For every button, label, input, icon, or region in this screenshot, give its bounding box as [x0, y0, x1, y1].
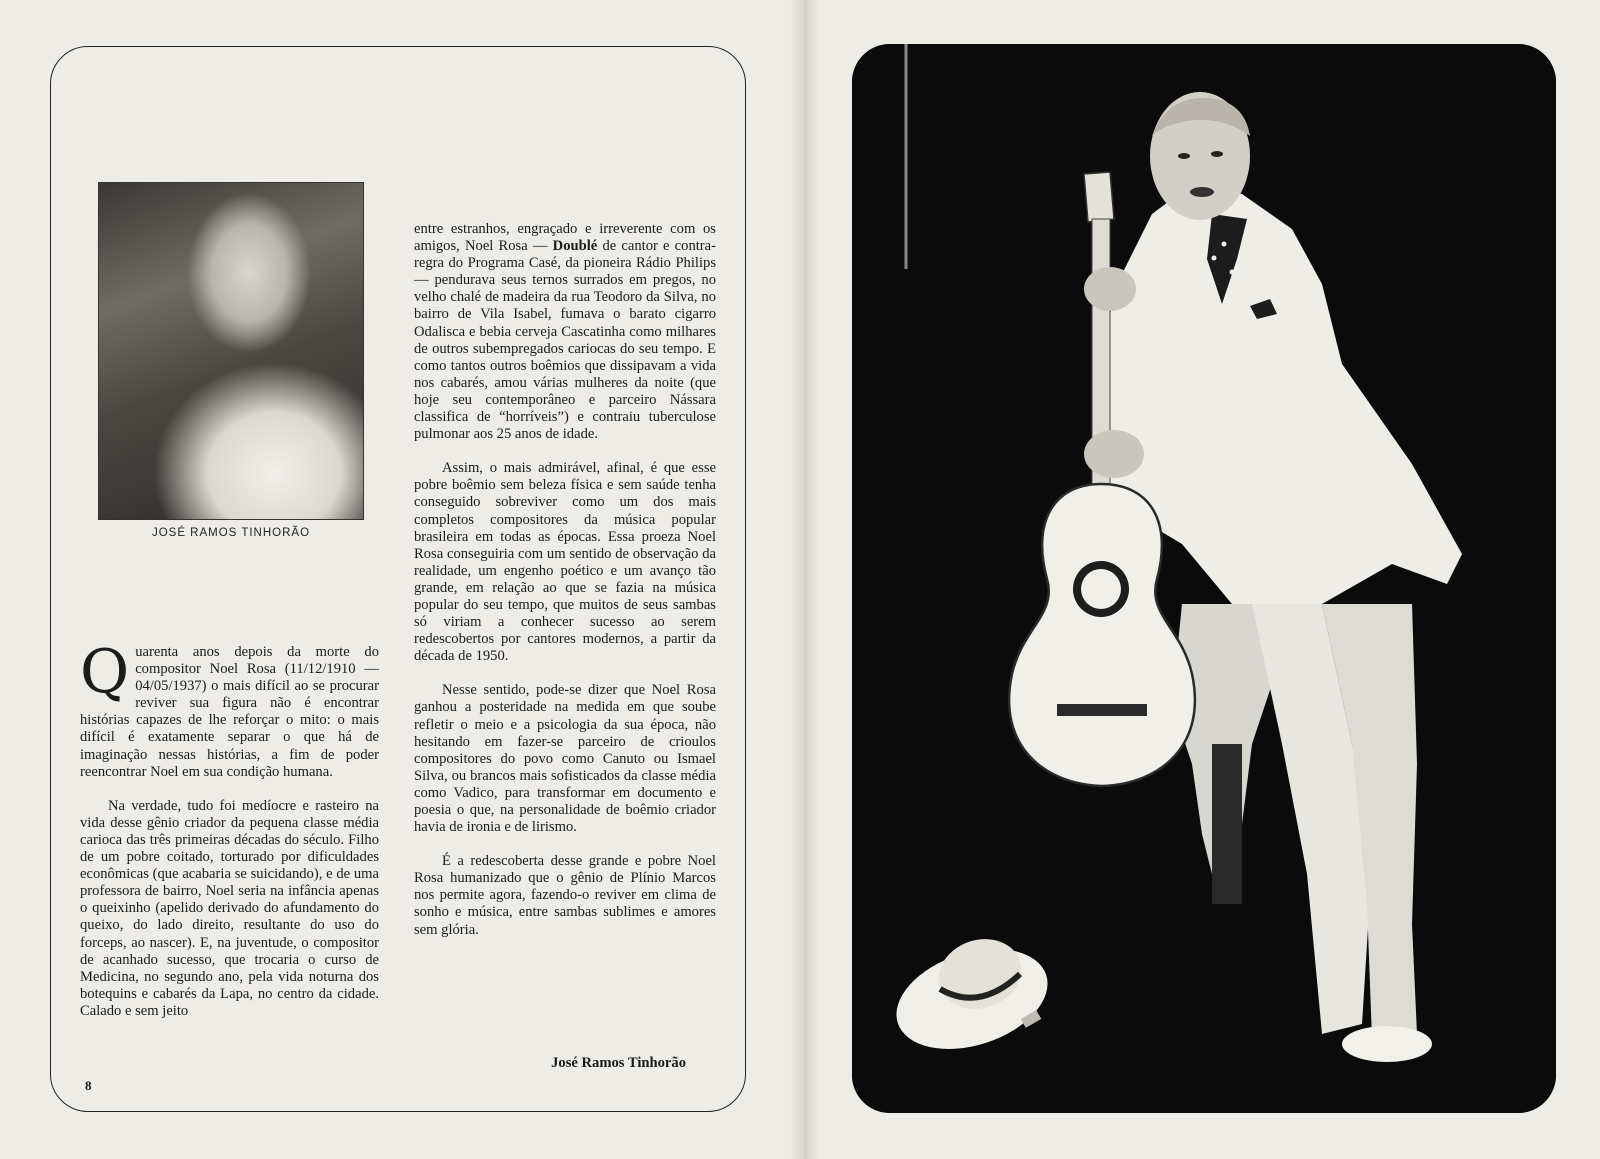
drop-cap: Q [80, 637, 130, 707]
author-signature: José Ramos Tinhorão [551, 1055, 686, 1071]
text-column-left [80, 637, 379, 1020]
paragraph-3: entre estranhos, engraçado e irreverente com os amigos, Noel Rosa — Doublé de cantor e contra-regra do Programa Casé, da pioneira Rádio Philips — pendurava seus ternos surrados em pregos, no velho chalé de madeira da rua Teodoro da Silva, no bairro de Vila Isabel, fumava o barato cigarro Odalisca e bebia cerveja Cascatinha como milhares de outros subempregados cariocas do seu tempo. E como tantos outros boêmios que dissipavam a vida nos cabarés, amou várias mulheres da noite (que hoje seu contemporâneo e parceiro Nássara classifica de “horríveis”) e contraiu tuberculose pulmonar aos 25 anos de idade. [414, 221, 716, 443]
bold-term: Doublé [552, 238, 598, 255]
paragraph-1: Quarenta anos depois da morte do compositor Noel Rosa (11/12/1910 — 04/05/1937) o mais difícil ao se procurar reviver sua figura não é encontrar histórias capazes de lhe reforçar o mito: o mais difícil é exatamente separar o que há de imaginação nessas histórias, a fim de poder reencontrar Noel em sua condição humana. [80, 637, 379, 780]
paragraph-2: Na verdade, tudo foi medíocre e rasteiro na vida desse gênio criador da pequena classe média carioca das três primeiras décadas do século. Filho de um pobre coitado, torturado por dificuldades econômicas (que acabaria se suicidando), e de uma professora de bairro, Noel seria na infância apenas o queixinho (apelido derivado do afundamento do queixo, do lado direito, resultante do uso do forceps, ao nascer). E, na juventude, o compositor de acanhado sucesso, que trocaria o curso de Medicina, no segundo ano, pela vida noturna dos botequins e cabarés da Lapa, no centro da cidade. Calado e sem jeito [80, 797, 379, 1019]
portrait-caption: JOSÉ RAMOS TINHORÃO [151, 527, 311, 539]
paragraph-6: É a redescoberta desse grande e pobre Noel Rosa humanizado que o gênio de Plínio Marcos nos permite agora, fazendo-o reviver em clima de sonho e música, entre sambas sublimes e amores sem glória. [414, 853, 716, 938]
author-portrait-photo [98, 182, 364, 520]
page-number: 8 [85, 1078, 92, 1093]
page-gutter [790, 0, 820, 1159]
photo-illustration [852, 44, 1556, 1113]
paragraph-4: Assim, o mais admirável, afinal, é que esse pobre boêmio sem beleza física e sem saúde tenha conseguido sobreviver como um dos mais completos compositores da música popular brasileira em todas as épocas. Essa proeza Noel Rosa conseguiria com um sentido de observação da realidade, um engenho poético e um avanço tão grande, em relação ao que se fazia na música popular do seu tempo, que muitos de seus sambas só viriam a conhecer sucesso ao serem redescobertos por cantores modernos, a partir da década de 1950. [414, 460, 716, 665]
text-column-right [414, 221, 716, 939]
musician-with-guitar-photo [852, 44, 1556, 1113]
paragraph-5: Nesse sentido, pode-se dizer que Noel Rosa ganhou a posteridade na medida em que soube refletir o meio e a psicologia da sua época, não hesitando em fazer-se parceiro de crioulos compositores do povo como Canuto ou Ismael Silva, ou brancos mais sofisticados da classe média como Vadico, para transformar em documento e poesia o que, na personalidade de boêmio criador havia de ironia e de lirismo. [414, 682, 716, 836]
